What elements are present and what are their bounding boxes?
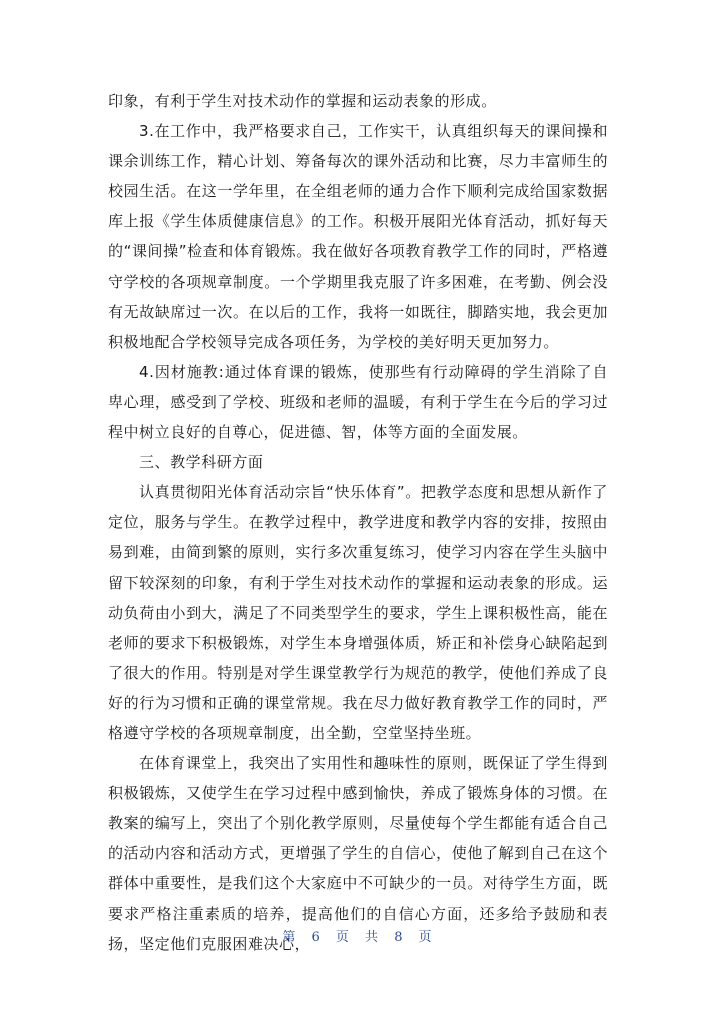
paragraph-item-3: 3.在工作中，我严格要求自己，工作实干，认真组织每天的课间操和课余训练工作，精心计划、筹备每次的课外活动和比赛，尽力丰富师生的校园生活。在这一学年里，在全组老师的通力合作下顺利完成给国家数据库上报《学生体质健康信息》的工作。积极开展阳光体育活动，抓好每天的“课间操”检查和体育锻炼。我在做好各项教育教学工作的同时，严格遵守学校的各项规章制度。一个学期里我克服了许多困难，在考勤、例会没有无故缺席过一次。在以后的工作，我将一如既往，脚踏实地，我会更加积极地配合学校领导完成各项任务，为学校的美好明天更加努力。 — [108, 122, 608, 351]
paragraph-continuation: 印象，有利于学生对技术动作的掌握和运动表象的形成。 — [108, 92, 497, 110]
section-heading: 三、教学科研方面 — [139, 453, 264, 472]
paragraph-item-4: 4.因材施教:通过体育课的锻炼，使那些有行动障碍的学生消除了自卑心理，感受到了学校、班级和老师的温暖，有利于学生在今后的学习过程中树立良好的自尊心，促进德、智，体等方面的全面发展。 — [108, 362, 608, 442]
paragraph-classroom: 在体育课堂上，我突出了实用性和趣味性的原则，既保证了学生得到积极锻炼，又使学生在学习过程中感到愉快，养成了锻炼身体的习惯。在教案的编写上，突出了个别化教学原则，尽量使每个学生都能有适合自己的活动内容和活动方式，更增强了学生的自信心，使他了解到自己在这个群体中重要性，是我们这个大家庭中不可缺少的一员。对待学生方面，既要求严格注重素质的培养，提高他们的自信心方面，还多给予鼓励和表扬，坚定他们克服困难决心， — [108, 754, 608, 953]
page-number-footer: 第 6 页 共 8 页 — [282, 930, 438, 945]
paragraph-teaching: 认真贯彻阳光体育活动宗旨“快乐体育”。把教学态度和思想从新作了定位，服务与学生。在教学过程中，教学进度和教学内容的安排，按照由易到难，由简到繁的原则，实行多次重复练习，使学习内容在学生头脑中留下较深刻的印象，有利于学生对技术动作的掌握和运动表象的形成。运动负荷由小到大，满足了不同类型学生的要求，学生上课积极性高，能在老师的要求下积极锻炼，对学生本身增强体质，矫正和补偿身心缺陷起到了很大的作用。特别是对学生课堂教学行为规范的教学，使他们养成了良好的行为习惯和正确的课堂常规。我在尽力做好教育教学工作的同时，严格遵守学校的各项规章制度，出全勤，空堂坚持坐班。 — [108, 483, 608, 742]
document-body — [108, 86, 608, 959]
